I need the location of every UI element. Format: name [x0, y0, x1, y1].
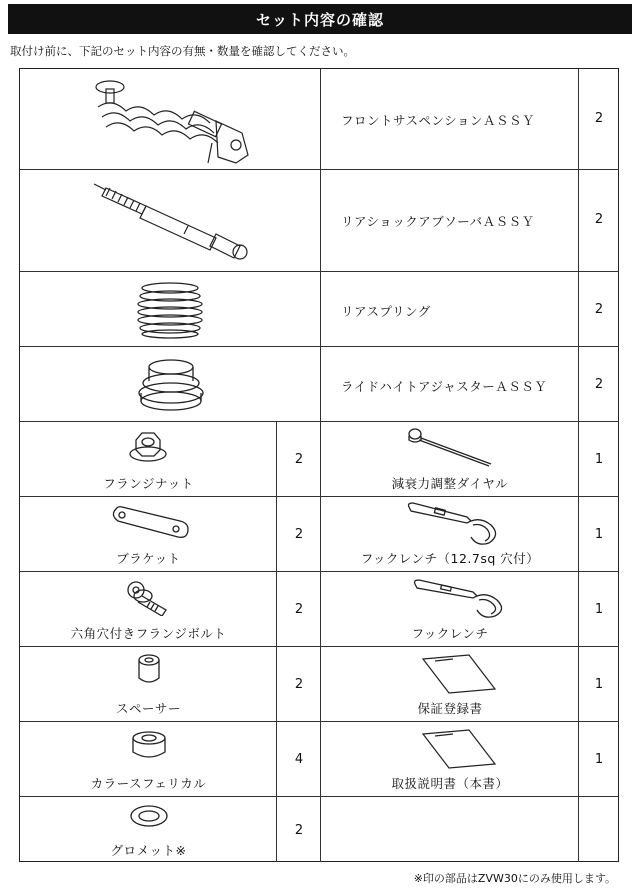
manual-icon: [417, 728, 497, 770]
qty-cell: [579, 497, 619, 572]
name-cell: [321, 69, 579, 170]
part-name: ライドハイトアジャスターＡＳＳＹ: [341, 379, 548, 394]
image-cell: [321, 497, 579, 572]
collar-spherical-icon: [130, 730, 168, 762]
qty-cell: [579, 572, 619, 647]
part-name: 減衰力調整ダイヤル: [391, 476, 509, 491]
image-cell: [20, 722, 277, 797]
part-qty: 2: [294, 823, 304, 838]
rear-spring-icon: [130, 280, 210, 340]
image-cell: [20, 572, 277, 647]
qty-cell: [277, 422, 321, 497]
part-name: フロントサスペンションＡＳＳＹ: [341, 113, 535, 128]
name-cell: [321, 347, 579, 422]
part-name: フックレンチ: [411, 626, 489, 641]
image-cell: [20, 347, 321, 422]
qty-cell: [579, 170, 619, 272]
image-cell: [321, 647, 579, 722]
part-name: リアスプリング: [341, 304, 431, 319]
image-cell: [20, 170, 321, 272]
rear-shock-icon: [92, 178, 262, 264]
part-qty: 1: [594, 677, 604, 692]
qty-cell: [277, 647, 321, 722]
part-qty: 2: [294, 602, 304, 617]
image-cell: [20, 797, 277, 862]
spacer-icon: [136, 653, 162, 687]
grommet-icon: [128, 803, 170, 829]
image-cell: [321, 572, 579, 647]
part-name: フックレンチ（12.7sq 穴付）: [360, 551, 540, 566]
part-name: 取扱説明書（本書）: [391, 776, 509, 791]
empty-cell: [579, 797, 619, 862]
part-name: 六角穴付きフランジボルト: [70, 626, 227, 641]
part-name: フランジナット: [103, 476, 194, 491]
front-suspension-icon: [88, 73, 258, 167]
hook-wrench-hole-icon: [405, 501, 501, 545]
part-qty: 1: [594, 452, 604, 467]
qty-cell: [277, 572, 321, 647]
warranty-card-icon: [417, 653, 497, 695]
part-qty: 2: [594, 111, 604, 126]
image-cell: [20, 69, 321, 170]
image-cell: [321, 722, 579, 797]
footnote: ※印の部品はZVW30にのみ使用します。: [413, 872, 616, 885]
damping-dial-icon: [405, 426, 495, 470]
qty-cell: [579, 422, 619, 497]
part-qty: 1: [594, 527, 604, 542]
qty-cell: [579, 272, 619, 347]
part-name: 保証登録書: [417, 701, 483, 716]
image-cell: [20, 497, 277, 572]
part-name: リアショックアブソーバＡＳＳＹ: [341, 214, 535, 229]
part-qty: 2: [294, 452, 304, 467]
empty-cell: [321, 797, 579, 862]
part-qty: 2: [294, 677, 304, 692]
part-qty: 2: [294, 527, 304, 542]
image-cell: [20, 272, 321, 347]
intro-text: 取付け前に、下記のセット内容の有無・数量を確認してください。: [10, 44, 355, 58]
qty-cell: [579, 347, 619, 422]
part-name: カラースフェリカル: [90, 776, 207, 791]
part-qty: 2: [594, 212, 604, 227]
image-cell: [20, 647, 277, 722]
part-name: ブラケット: [116, 551, 181, 566]
part-name: グロメット※: [110, 843, 187, 858]
hook-wrench-icon: [411, 578, 507, 618]
part-qty: 4: [294, 752, 304, 767]
image-cell: [321, 422, 579, 497]
name-cell: [321, 170, 579, 272]
qty-cell: [579, 647, 619, 722]
page-title: セット内容の確認: [8, 4, 632, 34]
image-cell: [20, 422, 277, 497]
part-qty: 2: [594, 302, 604, 317]
name-cell: [321, 272, 579, 347]
bracket-icon: [110, 505, 190, 539]
part-qty: 1: [594, 602, 604, 617]
qty-cell: [277, 497, 321, 572]
qty-cell: [579, 69, 619, 170]
parts-table: [19, 68, 619, 862]
part-qty: 2: [594, 377, 604, 392]
qty-cell: [579, 722, 619, 797]
part-qty: 1: [594, 752, 604, 767]
hex-flange-bolt-icon: [126, 580, 172, 616]
qty-cell: [277, 797, 321, 862]
ride-height-adjuster-icon: [136, 353, 206, 417]
flange-nut-icon: [128, 428, 168, 464]
part-name: スペーサー: [115, 701, 181, 716]
qty-cell: [277, 722, 321, 797]
